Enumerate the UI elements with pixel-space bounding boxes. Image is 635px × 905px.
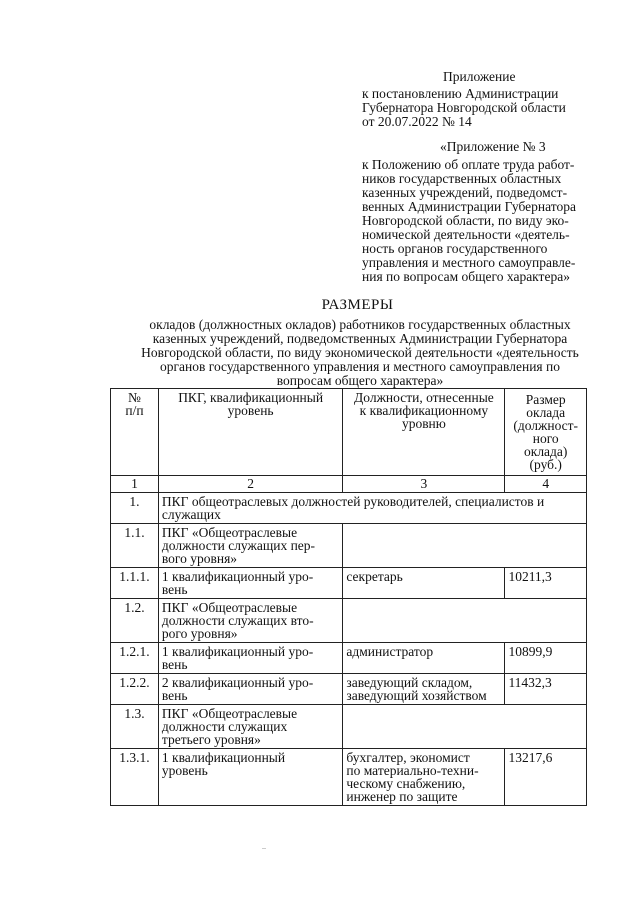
appendix3-line: Новгородской области, по виду эко- (362, 213, 569, 228)
col-number: 1 (111, 476, 159, 493)
header-salary: Размер оклада (должност- ного оклада) (руб.) (505, 389, 587, 476)
header-pkg: ПКГ, квалификационный уровень (158, 389, 342, 476)
row-empty (343, 705, 587, 749)
section-num: 1. (111, 493, 159, 524)
row-num: 1.2.1. (111, 643, 159, 674)
table-row (111, 524, 587, 568)
row-pkg: ПКГ «Общеотраслевые должности служащих пер- вого уровня» (158, 524, 342, 568)
row-positions: секретарь (343, 568, 505, 599)
table-header-row (111, 389, 587, 476)
row-empty (343, 599, 587, 643)
col-number: 3 (343, 476, 505, 493)
row-pkg: 1 квалификационный уро- вень (158, 643, 342, 674)
table-row (111, 643, 587, 674)
col-number: 4 (505, 476, 587, 493)
appendix3-line: ников государственных областных (362, 171, 562, 186)
row-num: 1.2.2. (111, 674, 159, 705)
header-positions: Должности, отнесенные к квалификационному уровню (343, 389, 505, 476)
row-num: 1.3.1. (111, 749, 159, 806)
table-row (111, 599, 587, 643)
row-empty (343, 524, 587, 568)
row-num: 1.1.1. (111, 568, 159, 599)
row-pkg: 1 квалификационный уровень (158, 749, 342, 806)
row-num: 1.1. (111, 524, 159, 568)
section-row (111, 493, 587, 524)
row-positions: бухгалтер, экономист по материально-техни- ческому снабжению, инженер по защите (343, 749, 505, 806)
row-salary: 11432,3 (505, 674, 587, 705)
appendix-line: к постановлению Администрации (362, 86, 559, 101)
row-pkg: ПКГ «Общеотраслевые должности служащих третьего уровня» (158, 705, 342, 749)
table-row (111, 674, 587, 705)
section-title: ПКГ общеотраслевых должностей руководителей, специалистов и служащих (158, 493, 586, 524)
document-subtitle (100, 318, 620, 388)
row-pkg: ПКГ «Общеотраслевые должности служащих вто- рого уровня» (158, 599, 342, 643)
subtitle-line: казенных учреждений, подведомственных Администрации Губернатора (152, 331, 568, 346)
col-number: 2 (158, 476, 342, 493)
appendix3-line: управления и местного самоуправле- (362, 255, 576, 270)
scan-speck (262, 848, 266, 849)
row-num: 1.2. (111, 599, 159, 643)
row-pkg: 2 квалификационный уро- вень (158, 674, 342, 705)
subtitle-line: окладов (должностных окладов) работников государственных областных (149, 317, 571, 332)
appendix-title: Приложение (443, 69, 516, 84)
column-number-row (111, 476, 587, 493)
appendix3-line: ность органов государственного (362, 241, 548, 256)
appendix3-line: казенных учреждений, подведомст- (362, 185, 568, 200)
row-salary: 10211,3 (505, 568, 587, 599)
table-row (111, 568, 587, 599)
row-salary: 10899,9 (505, 643, 587, 674)
appendix-reference (362, 87, 566, 129)
appendix-line: Губернатора Новгородской области (362, 100, 566, 115)
subtitle-line: органов государственного управления и местного самоуправления по (160, 359, 560, 374)
appendix3-title: «Приложение № 3 (440, 139, 546, 154)
document-title: РАЗМЕРЫ (321, 297, 394, 313)
table-row (111, 705, 587, 749)
appendix3-line: венных Администрации Губернатора (362, 199, 576, 214)
row-pkg: 1 квалификационный уро- вень (158, 568, 342, 599)
appendix-line: от 20.07.2022 № 14 (362, 114, 472, 129)
subtitle-line: Новгородской области, по виду экономической деятельности «деятельность (141, 345, 579, 360)
table-row (111, 749, 587, 806)
subtitle-line: вопросам общего характера» (276, 373, 444, 388)
appendix3-line: ния по вопросам общего характера» (362, 269, 570, 284)
header-num: № п/п (111, 389, 159, 476)
salary-table (110, 388, 587, 806)
row-positions: администратор (343, 643, 505, 674)
appendix3-reference (362, 158, 576, 284)
appendix3-line: номической деятельности «деятель- (362, 227, 570, 242)
appendix3-line: к Положению об оплате труда работ- (362, 157, 575, 172)
row-num: 1.3. (111, 705, 159, 749)
row-positions: заведующий складом, заведующий хозяйством (343, 674, 505, 705)
row-salary: 13217,6 (505, 749, 587, 806)
